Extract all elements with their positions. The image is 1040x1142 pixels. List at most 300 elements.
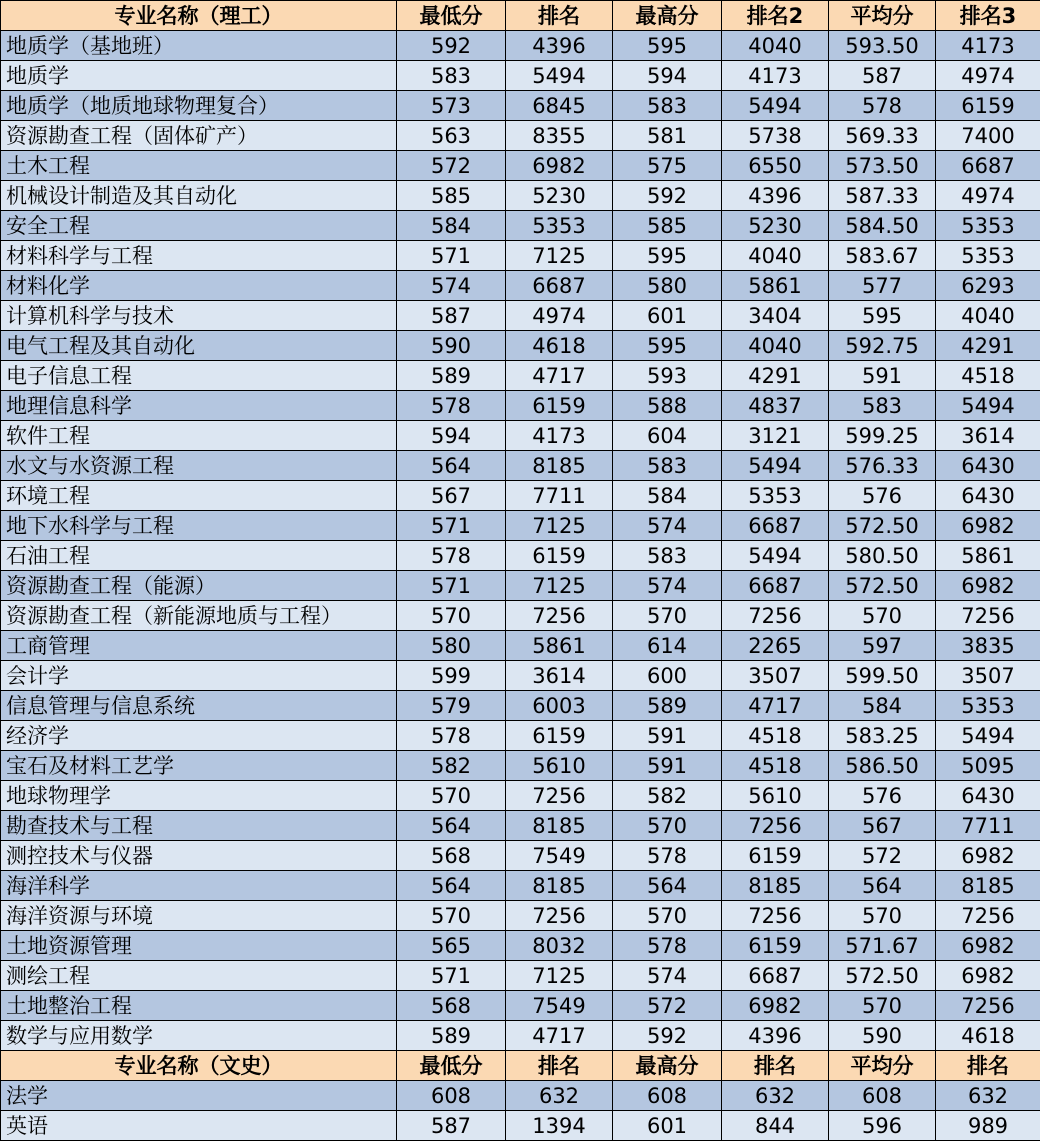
header-min-rank: 排名 — [506, 1, 613, 31]
cell-major-name: 土木工程 — [1, 151, 397, 181]
cell-avg-score: 587 — [829, 61, 936, 91]
cell-min-score: 599 — [397, 661, 506, 691]
header-min-rank: 排名 — [506, 1051, 613, 1081]
cell-avg-rank: 989 — [936, 1111, 1040, 1141]
cell-min-rank: 5494 — [506, 61, 613, 91]
cell-avg-rank: 632 — [936, 1081, 1040, 1111]
cell-max-score: 592 — [613, 181, 722, 211]
cell-min-score: 573 — [397, 91, 506, 121]
cell-max-score: 588 — [613, 391, 722, 421]
cell-max-score: 608 — [613, 1081, 722, 1111]
cell-min-score: 570 — [397, 901, 506, 931]
cell-min-rank: 7125 — [506, 241, 613, 271]
cell-min-rank: 6159 — [506, 541, 613, 571]
cell-min-rank: 5230 — [506, 181, 613, 211]
cell-major-name: 资源勘查工程（新能源地质与工程） — [1, 601, 397, 631]
cell-min-rank: 7125 — [506, 571, 613, 601]
cell-avg-score: 586.50 — [829, 751, 936, 781]
table-row — [1, 31, 1040, 61]
cell-min-rank: 4618 — [506, 331, 613, 361]
cell-avg-rank: 6159 — [936, 91, 1040, 121]
cell-major-name: 地理信息科学 — [1, 391, 397, 421]
table-row — [1, 61, 1040, 91]
cell-major-name: 地球物理学 — [1, 781, 397, 811]
cell-avg-score: 572.50 — [829, 571, 936, 601]
table-row — [1, 1111, 1040, 1141]
table-row — [1, 241, 1040, 271]
cell-min-rank: 6845 — [506, 91, 613, 121]
score-table-body — [1, 1, 1040, 1141]
cell-min-score: 571 — [397, 241, 506, 271]
cell-min-rank: 5353 — [506, 211, 613, 241]
cell-max-score: 582 — [613, 781, 722, 811]
header-avg-score: 平均分 — [829, 1, 936, 31]
cell-major-name: 测绘工程 — [1, 961, 397, 991]
cell-avg-score: 572.50 — [829, 961, 936, 991]
cell-max-rank: 4717 — [722, 691, 829, 721]
cell-max-score: 583 — [613, 541, 722, 571]
cell-avg-rank: 5494 — [936, 721, 1040, 751]
cell-avg-rank: 5353 — [936, 211, 1040, 241]
cell-min-score: 564 — [397, 451, 506, 481]
header-avg-score: 平均分 — [829, 1051, 936, 1081]
cell-major-name: 海洋科学 — [1, 871, 397, 901]
cell-max-score: 574 — [613, 961, 722, 991]
cell-avg-score: 570 — [829, 601, 936, 631]
cell-avg-score: 583 — [829, 391, 936, 421]
cell-min-rank: 6687 — [506, 271, 613, 301]
cell-min-rank: 632 — [506, 1081, 613, 1111]
cell-major-name: 会计学 — [1, 661, 397, 691]
cell-min-score: 583 — [397, 61, 506, 91]
cell-min-rank: 3614 — [506, 661, 613, 691]
cell-avg-score: 584 — [829, 691, 936, 721]
cell-avg-score: 591 — [829, 361, 936, 391]
cell-min-score: 574 — [397, 271, 506, 301]
cell-max-rank: 7256 — [722, 601, 829, 631]
cell-avg-score: 597 — [829, 631, 936, 661]
cell-max-rank: 4291 — [722, 361, 829, 391]
cell-avg-score: 592.75 — [829, 331, 936, 361]
cell-max-rank: 6687 — [722, 571, 829, 601]
cell-avg-score: 599.25 — [829, 421, 936, 451]
cell-max-rank: 5230 — [722, 211, 829, 241]
cell-max-score: 592 — [613, 1021, 722, 1051]
cell-major-name: 海洋资源与环境 — [1, 901, 397, 931]
table-row — [1, 631, 1040, 661]
cell-max-rank: 2265 — [722, 631, 829, 661]
cell-max-score: 578 — [613, 931, 722, 961]
table-row — [1, 691, 1040, 721]
cell-avg-score: 608 — [829, 1081, 936, 1111]
cell-min-rank: 4717 — [506, 361, 613, 391]
cell-min-rank: 4974 — [506, 301, 613, 331]
cell-avg-rank: 5353 — [936, 691, 1040, 721]
cell-max-score: 594 — [613, 61, 722, 91]
cell-min-rank: 6159 — [506, 391, 613, 421]
cell-avg-rank: 6430 — [936, 781, 1040, 811]
cell-min-score: 578 — [397, 541, 506, 571]
cell-avg-score: 573.50 — [829, 151, 936, 181]
table-row — [1, 751, 1040, 781]
cell-avg-rank: 7256 — [936, 991, 1040, 1021]
cell-min-score: 571 — [397, 511, 506, 541]
table-row — [1, 871, 1040, 901]
cell-avg-rank: 4618 — [936, 1021, 1040, 1051]
cell-max-rank: 4837 — [722, 391, 829, 421]
cell-min-rank: 7256 — [506, 901, 613, 931]
cell-avg-rank: 6982 — [936, 511, 1040, 541]
cell-avg-rank: 6430 — [936, 451, 1040, 481]
cell-major-name: 安全工程 — [1, 211, 397, 241]
cell-max-rank: 4040 — [722, 241, 829, 271]
cell-min-score: 590 — [397, 331, 506, 361]
cell-avg-score: 578 — [829, 91, 936, 121]
cell-major-name: 材料化学 — [1, 271, 397, 301]
cell-max-score: 580 — [613, 271, 722, 301]
cell-major-name: 机械设计制造及其自动化 — [1, 181, 397, 211]
cell-max-rank: 5494 — [722, 91, 829, 121]
cell-min-rank: 4717 — [506, 1021, 613, 1051]
header-max-score: 最高分 — [613, 1051, 722, 1081]
cell-min-rank: 6982 — [506, 151, 613, 181]
cell-max-rank: 6687 — [722, 511, 829, 541]
cell-min-rank: 5610 — [506, 751, 613, 781]
cell-max-score: 583 — [613, 451, 722, 481]
cell-avg-rank: 6982 — [936, 931, 1040, 961]
table-row — [1, 421, 1040, 451]
cell-min-rank: 7125 — [506, 961, 613, 991]
cell-avg-rank: 6982 — [936, 841, 1040, 871]
cell-major-name: 材料科学与工程 — [1, 241, 397, 271]
cell-min-rank: 7549 — [506, 991, 613, 1021]
cell-avg-rank: 4974 — [936, 61, 1040, 91]
table-row — [1, 901, 1040, 931]
cell-max-score: 574 — [613, 511, 722, 541]
cell-avg-score: 595 — [829, 301, 936, 331]
cell-avg-score: 576 — [829, 781, 936, 811]
table-row — [1, 301, 1040, 331]
cell-min-rank: 7711 — [506, 481, 613, 511]
cell-max-score: 583 — [613, 91, 722, 121]
cell-avg-score: 569.33 — [829, 121, 936, 151]
table-row — [1, 451, 1040, 481]
table-row — [1, 541, 1040, 571]
table-row — [1, 991, 1040, 1021]
cell-min-score: 585 — [397, 181, 506, 211]
cell-avg-score: 567 — [829, 811, 936, 841]
table-row — [1, 1081, 1040, 1111]
header-avg-rank: 排名3 — [936, 1, 1040, 31]
cell-max-score: 578 — [613, 841, 722, 871]
cell-avg-score: 580.50 — [829, 541, 936, 571]
table-row — [1, 841, 1040, 871]
cell-min-rank: 4173 — [506, 421, 613, 451]
cell-max-rank: 4518 — [722, 751, 829, 781]
table-row — [1, 931, 1040, 961]
cell-min-score: 564 — [397, 871, 506, 901]
cell-max-rank: 5353 — [722, 481, 829, 511]
cell-max-score: 570 — [613, 901, 722, 931]
cell-avg-score: 570 — [829, 901, 936, 931]
cell-major-name: 电气工程及其自动化 — [1, 331, 397, 361]
table-row — [1, 331, 1040, 361]
cell-major-name: 石油工程 — [1, 541, 397, 571]
cell-min-score: 594 — [397, 421, 506, 451]
cell-max-rank: 844 — [722, 1111, 829, 1141]
cell-max-rank: 4396 — [722, 1021, 829, 1051]
cell-max-rank: 6159 — [722, 931, 829, 961]
cell-min-score: 579 — [397, 691, 506, 721]
cell-min-score: 592 — [397, 31, 506, 61]
cell-major-name: 信息管理与信息系统 — [1, 691, 397, 721]
table-row — [1, 481, 1040, 511]
cell-avg-score: 593.50 — [829, 31, 936, 61]
cell-min-rank: 1394 — [506, 1111, 613, 1141]
cell-min-score: 568 — [397, 991, 506, 1021]
cell-min-rank: 7549 — [506, 841, 613, 871]
cell-max-rank: 6982 — [722, 991, 829, 1021]
cell-min-score: 564 — [397, 811, 506, 841]
cell-max-score: 601 — [613, 301, 722, 331]
cell-major-name: 测控技术与仪器 — [1, 841, 397, 871]
cell-min-rank: 8032 — [506, 931, 613, 961]
cell-avg-rank: 5095 — [936, 751, 1040, 781]
cell-max-score: 614 — [613, 631, 722, 661]
cell-min-score: 608 — [397, 1081, 506, 1111]
cell-avg-score: 564 — [829, 871, 936, 901]
cell-max-score: 595 — [613, 31, 722, 61]
cell-avg-rank: 7256 — [936, 601, 1040, 631]
cell-avg-score: 572.50 — [829, 511, 936, 541]
cell-max-rank: 5610 — [722, 781, 829, 811]
cell-major-name: 资源勘查工程（固体矿产） — [1, 121, 397, 151]
cell-avg-rank: 3614 — [936, 421, 1040, 451]
cell-major-name: 英语 — [1, 1111, 397, 1141]
cell-avg-rank: 7711 — [936, 811, 1040, 841]
cell-major-name: 法学 — [1, 1081, 397, 1111]
cell-avg-score: 587.33 — [829, 181, 936, 211]
cell-avg-score: 572 — [829, 841, 936, 871]
header-row — [1, 1051, 1040, 1081]
table-row — [1, 391, 1040, 421]
cell-avg-rank: 5494 — [936, 391, 1040, 421]
cell-max-rank: 5494 — [722, 451, 829, 481]
cell-max-rank: 4396 — [722, 181, 829, 211]
cell-avg-rank: 5861 — [936, 541, 1040, 571]
cell-major-name: 电子信息工程 — [1, 361, 397, 391]
cell-max-rank: 7256 — [722, 811, 829, 841]
cell-max-rank: 4040 — [722, 331, 829, 361]
cell-min-score: 582 — [397, 751, 506, 781]
cell-avg-rank: 6430 — [936, 481, 1040, 511]
cell-max-score: 584 — [613, 481, 722, 511]
cell-min-rank: 8185 — [506, 871, 613, 901]
header-row — [1, 1, 1040, 31]
cell-major-name: 计算机科学与技术 — [1, 301, 397, 331]
header-max-rank: 排名 — [722, 1051, 829, 1081]
cell-avg-rank: 6982 — [936, 571, 1040, 601]
cell-max-score: 570 — [613, 811, 722, 841]
cell-avg-rank: 5353 — [936, 241, 1040, 271]
cell-min-score: 570 — [397, 601, 506, 631]
cell-major-name: 环境工程 — [1, 481, 397, 511]
cell-min-score: 584 — [397, 211, 506, 241]
cell-max-rank: 3121 — [722, 421, 829, 451]
cell-avg-score: 596 — [829, 1111, 936, 1141]
cell-major-name: 地下水科学与工程 — [1, 511, 397, 541]
header-max-score: 最高分 — [613, 1, 722, 31]
cell-max-rank: 7256 — [722, 901, 829, 931]
cell-max-score: 593 — [613, 361, 722, 391]
cell-major-name: 地质学 — [1, 61, 397, 91]
table-row — [1, 811, 1040, 841]
cell-avg-rank: 8185 — [936, 871, 1040, 901]
cell-max-rank: 6550 — [722, 151, 829, 181]
cell-min-score: 572 — [397, 151, 506, 181]
table-row — [1, 721, 1040, 751]
cell-min-rank: 8355 — [506, 121, 613, 151]
cell-max-score: 591 — [613, 721, 722, 751]
cell-max-score: 581 — [613, 121, 722, 151]
cell-max-score: 589 — [613, 691, 722, 721]
cell-min-score: 587 — [397, 301, 506, 331]
table-row — [1, 511, 1040, 541]
cell-max-score: 595 — [613, 241, 722, 271]
table-row — [1, 121, 1040, 151]
cell-min-rank: 6003 — [506, 691, 613, 721]
cell-max-rank: 5494 — [722, 541, 829, 571]
cell-major-name: 地质学（基地班） — [1, 31, 397, 61]
table-row — [1, 361, 1040, 391]
cell-avg-score: 570 — [829, 991, 936, 1021]
table-row — [1, 151, 1040, 181]
table-row — [1, 211, 1040, 241]
cell-max-score: 600 — [613, 661, 722, 691]
cell-avg-rank: 3835 — [936, 631, 1040, 661]
cell-avg-score: 583.25 — [829, 721, 936, 751]
cell-max-score: 564 — [613, 871, 722, 901]
cell-avg-rank: 7256 — [936, 901, 1040, 931]
header-min-score: 最低分 — [397, 1051, 506, 1081]
cell-avg-rank: 3507 — [936, 661, 1040, 691]
cell-avg-rank: 4040 — [936, 301, 1040, 331]
cell-major-name: 数学与应用数学 — [1, 1021, 397, 1051]
header-major-name: 专业名称（文史） — [1, 1051, 397, 1081]
cell-min-score: 565 — [397, 931, 506, 961]
cell-major-name: 水文与水资源工程 — [1, 451, 397, 481]
cell-max-rank: 6687 — [722, 961, 829, 991]
cell-major-name: 地质学（地质地球物理复合） — [1, 91, 397, 121]
table-row — [1, 271, 1040, 301]
cell-avg-score: 599.50 — [829, 661, 936, 691]
cell-min-score: 571 — [397, 571, 506, 601]
cell-avg-score: 576.33 — [829, 451, 936, 481]
cell-min-rank: 7256 — [506, 601, 613, 631]
cell-min-rank: 8185 — [506, 451, 613, 481]
cell-max-score: 585 — [613, 211, 722, 241]
cell-max-score: 575 — [613, 151, 722, 181]
cell-avg-rank: 4173 — [936, 31, 1040, 61]
table-row — [1, 181, 1040, 211]
header-max-rank: 排名2 — [722, 1, 829, 31]
cell-max-rank: 4518 — [722, 721, 829, 751]
cell-max-score: 574 — [613, 571, 722, 601]
cell-max-score: 601 — [613, 1111, 722, 1141]
cell-min-rank: 8185 — [506, 811, 613, 841]
cell-avg-rank: 6293 — [936, 271, 1040, 301]
cell-max-score: 572 — [613, 991, 722, 1021]
cell-avg-rank: 6687 — [936, 151, 1040, 181]
table-row — [1, 601, 1040, 631]
cell-max-rank: 8185 — [722, 871, 829, 901]
cell-max-score: 570 — [613, 601, 722, 631]
cell-min-score: 570 — [397, 781, 506, 811]
cell-avg-score: 583.67 — [829, 241, 936, 271]
cell-avg-score: 571.67 — [829, 931, 936, 961]
cell-avg-rank: 4291 — [936, 331, 1040, 361]
cell-min-score: 578 — [397, 391, 506, 421]
cell-min-rank: 7256 — [506, 781, 613, 811]
cell-max-rank: 4173 — [722, 61, 829, 91]
cell-min-score: 580 — [397, 631, 506, 661]
cell-avg-score: 584.50 — [829, 211, 936, 241]
cell-avg-score: 577 — [829, 271, 936, 301]
cell-min-score: 567 — [397, 481, 506, 511]
cell-max-score: 595 — [613, 331, 722, 361]
cell-avg-rank: 4518 — [936, 361, 1040, 391]
cell-max-score: 591 — [613, 751, 722, 781]
cell-max-rank: 5861 — [722, 271, 829, 301]
cell-major-name: 土地资源管理 — [1, 931, 397, 961]
cell-major-name: 经济学 — [1, 721, 397, 751]
cell-max-rank: 6159 — [722, 841, 829, 871]
cell-max-rank: 632 — [722, 1081, 829, 1111]
cell-max-rank: 4040 — [722, 31, 829, 61]
table-row — [1, 1021, 1040, 1051]
cell-major-name: 勘查技术与工程 — [1, 811, 397, 841]
table-row — [1, 571, 1040, 601]
cell-min-score: 589 — [397, 361, 506, 391]
table-row — [1, 781, 1040, 811]
cell-min-rank: 7125 — [506, 511, 613, 541]
table-row — [1, 661, 1040, 691]
cell-max-rank: 3507 — [722, 661, 829, 691]
cell-major-name: 土地整治工程 — [1, 991, 397, 1021]
header-min-score: 最低分 — [397, 1, 506, 31]
cell-min-score: 587 — [397, 1111, 506, 1141]
cell-avg-score: 576 — [829, 481, 936, 511]
cell-min-rank: 5861 — [506, 631, 613, 661]
cell-avg-score: 590 — [829, 1021, 936, 1051]
cell-max-score: 604 — [613, 421, 722, 451]
cell-avg-rank: 6982 — [936, 961, 1040, 991]
cell-min-rank: 4396 — [506, 31, 613, 61]
cell-min-score: 578 — [397, 721, 506, 751]
cell-max-rank: 5738 — [722, 121, 829, 151]
cell-major-name: 宝石及材料工艺学 — [1, 751, 397, 781]
cell-max-rank: 3404 — [722, 301, 829, 331]
cell-avg-rank: 4974 — [936, 181, 1040, 211]
cell-min-score: 568 — [397, 841, 506, 871]
table-row — [1, 961, 1040, 991]
cell-major-name: 工商管理 — [1, 631, 397, 661]
cell-major-name: 软件工程 — [1, 421, 397, 451]
header-avg-rank: 排名 — [936, 1051, 1040, 1081]
table-row — [1, 91, 1040, 121]
cell-major-name: 资源勘查工程（能源） — [1, 571, 397, 601]
header-major-name: 专业名称（理工） — [1, 1, 397, 31]
